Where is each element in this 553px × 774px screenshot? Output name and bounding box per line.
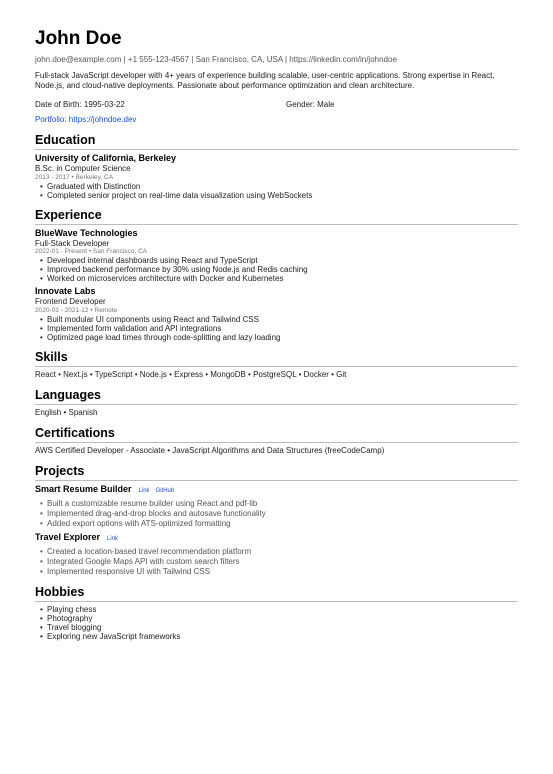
list-item: • Graduated with Distinction xyxy=(40,181,141,191)
experience-entry xyxy=(35,228,518,284)
list-item: • Travel blogging xyxy=(40,622,102,632)
company-name: Innovate Labs xyxy=(35,286,96,296)
list-item: • Implemented responsive UI with Tailwind CSS xyxy=(40,566,211,576)
section-title-languages: Languages xyxy=(35,388,518,405)
experience-bullets xyxy=(35,315,518,342)
list-item: • Added export options with ATS-optimized formatting xyxy=(40,518,231,528)
project-entry xyxy=(35,484,518,529)
education-bullets xyxy=(35,182,518,200)
project-header xyxy=(35,484,518,495)
project-bullets xyxy=(35,547,518,577)
section-title-projects: Projects xyxy=(35,464,518,481)
list-item: • Completed senior project on real-time data visualization using WebSockets xyxy=(40,190,313,200)
school-name: University of California, Berkeley xyxy=(35,153,177,163)
job-role: Frontend Developer xyxy=(35,297,106,306)
list-item: • Implemented form validation and API integrations xyxy=(40,323,222,333)
personal-info-row xyxy=(35,100,518,110)
contact-line: john.doe@example.com | +1 555-123-4567 | San Francisco, CA, USA | https://linkedin.com/in/johndoe xyxy=(35,55,397,64)
list-item: • Developed internal dashboards using React and TypeScript xyxy=(40,256,258,265)
languages-list: English • Spanish xyxy=(35,407,98,417)
project-name: Travel Explorer xyxy=(35,531,101,542)
project-entry xyxy=(35,532,518,577)
candidate-name: John Doe xyxy=(35,28,122,49)
gender: Gender: Male xyxy=(286,100,335,109)
list-item: • Created a location-based travel recommendation platform xyxy=(40,546,252,556)
list-item: • Built a customizable resume builder using React and pdf-lib xyxy=(40,498,258,508)
project-link[interactable]: Link xyxy=(107,535,119,542)
project-header xyxy=(35,532,518,543)
project-github-link[interactable]: GitHub xyxy=(155,487,175,494)
section-title-education: Education xyxy=(35,133,518,150)
list-item: • Playing chess xyxy=(40,604,97,614)
summary: Full-stack JavaScript developer with 4+ years of experience building scalable, user-centric applications. Strong expertise in React, Node.js, and cloud-native deployments. Passionate about performance optimization and clean architecture. xyxy=(35,71,495,90)
list-item: • Built modular UI components using React and Tailwind CSS xyxy=(40,314,259,324)
certifications-list: AWS Certified Developer - Associate • JavaScript Algorithms and Data Structures (freeCodeCamp) xyxy=(35,445,385,455)
section-title-hobbies: Hobbies xyxy=(35,585,518,602)
list-item: • Integrated Google Maps API with custom search filters xyxy=(40,556,240,566)
list-item: • Photography xyxy=(40,613,93,623)
hobbies-list xyxy=(35,605,518,641)
list-item: • Implemented drag-and-drop blocks and autosave functionality xyxy=(40,508,266,518)
section-title-skills: Skills xyxy=(35,350,518,367)
list-item: • Optimized page load times through code-splitting and lazy loading xyxy=(40,332,281,342)
experience-bullets xyxy=(35,256,518,283)
experience-meta: 2020-03 - 2021-12 • Remote xyxy=(35,306,118,314)
date-of-birth: Date of Birth: 1995-03-22 xyxy=(35,100,125,109)
portfolio-link[interactable]: Portfolio: https://johndoe.dev xyxy=(35,115,137,124)
project-name: Smart Resume Builder xyxy=(35,483,132,494)
project-bullets xyxy=(35,499,518,529)
list-item: • Improved backend performance by 30% using Node.js and Redis caching xyxy=(40,265,308,274)
company-name: BlueWave Technologies xyxy=(35,227,138,238)
project-link[interactable]: Link xyxy=(138,487,150,494)
experience-meta: 2022-01 - Present • San Francisco, CA xyxy=(35,248,148,255)
list-item: • Exploring new JavaScript frameworks xyxy=(40,631,181,641)
list-item: • Worked on microservices architecture with Docker and Kubernetes xyxy=(40,274,284,283)
skills-list: React • Next.js • TypeScript • Node.js • Express • MongoDB • PostgreSQL • Docker • Git xyxy=(35,369,347,379)
education-entry xyxy=(35,153,518,200)
education-meta: 2013 - 2017 • Berkeley, CA xyxy=(35,173,114,181)
section-title-certifications: Certifications xyxy=(35,426,518,443)
job-role: Full-Stack Developer xyxy=(35,238,110,248)
section-title-experience: Experience xyxy=(35,208,518,225)
degree: B.Sc. in Computer Science xyxy=(35,164,131,173)
experience-entry xyxy=(35,286,518,342)
